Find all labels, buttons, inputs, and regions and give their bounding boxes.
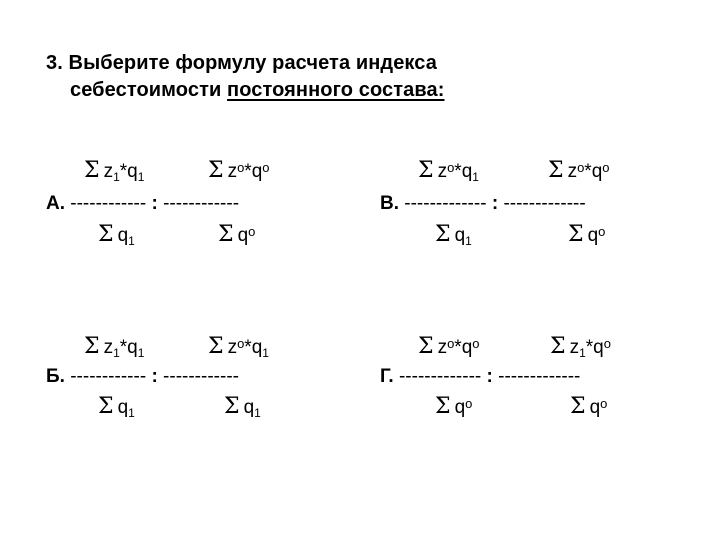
option-b-num-right: Σ $z^o*q_1$ (208, 334, 269, 360)
option-g-num-left: Σ $z^o*q^o$ (418, 334, 480, 359)
option-a-num-left: Σ $z_1*q_1$ (84, 158, 145, 184)
option-b-den-right: Σ $q_1$ (224, 394, 261, 420)
option-b-letter: Б. (46, 366, 65, 387)
option-g-letter: Г. (380, 366, 394, 387)
option-v-den-left: Σ $q_1$ (435, 222, 472, 248)
option-v-num-right: Σ $z^o*q^o$ (548, 158, 610, 183)
option-b-fraction-line[interactable]: Б. ------------ : ------------ (46, 366, 239, 387)
option-v-fraction-line[interactable]: В. ------------- : ------------- (380, 193, 586, 214)
option-a-num-right: Σ $z^o*q^o$ (208, 158, 270, 183)
question-line-2: себестоимости постоянного состава: (70, 79, 445, 101)
option-g-den-right: Σ $q^o$ (570, 394, 608, 419)
option-v-den-right: Σ $q^o$ (568, 222, 606, 247)
option-a-letter: А. (46, 193, 65, 214)
underlined-phrase: постоянного состава: (227, 79, 445, 101)
option-a-den-right: Σ $q^o$ (218, 222, 256, 247)
option-a-fraction-line[interactable]: А. ------------ : ------------ (46, 193, 240, 214)
option-b-num-left: Σ $z_1*q_1$ (84, 334, 145, 360)
question-text (46, 50, 444, 104)
question-line-1: 3. Выберите формулу расчета индекса (46, 52, 437, 74)
option-a-den-left: Σ $q_1$ (98, 222, 135, 248)
option-v-letter: В. (380, 193, 399, 214)
option-b-den-left: Σ $q_1$ (98, 394, 135, 420)
option-g-num-right: Σ $z_1*q^o$ (550, 334, 611, 360)
option-g-fraction-line[interactable]: Г. ------------- : ------------- (380, 366, 581, 387)
option-g-den-left: Σ $q^o$ (435, 394, 473, 419)
option-v-num-left: Σ $z^o*q_1$ (418, 158, 479, 184)
